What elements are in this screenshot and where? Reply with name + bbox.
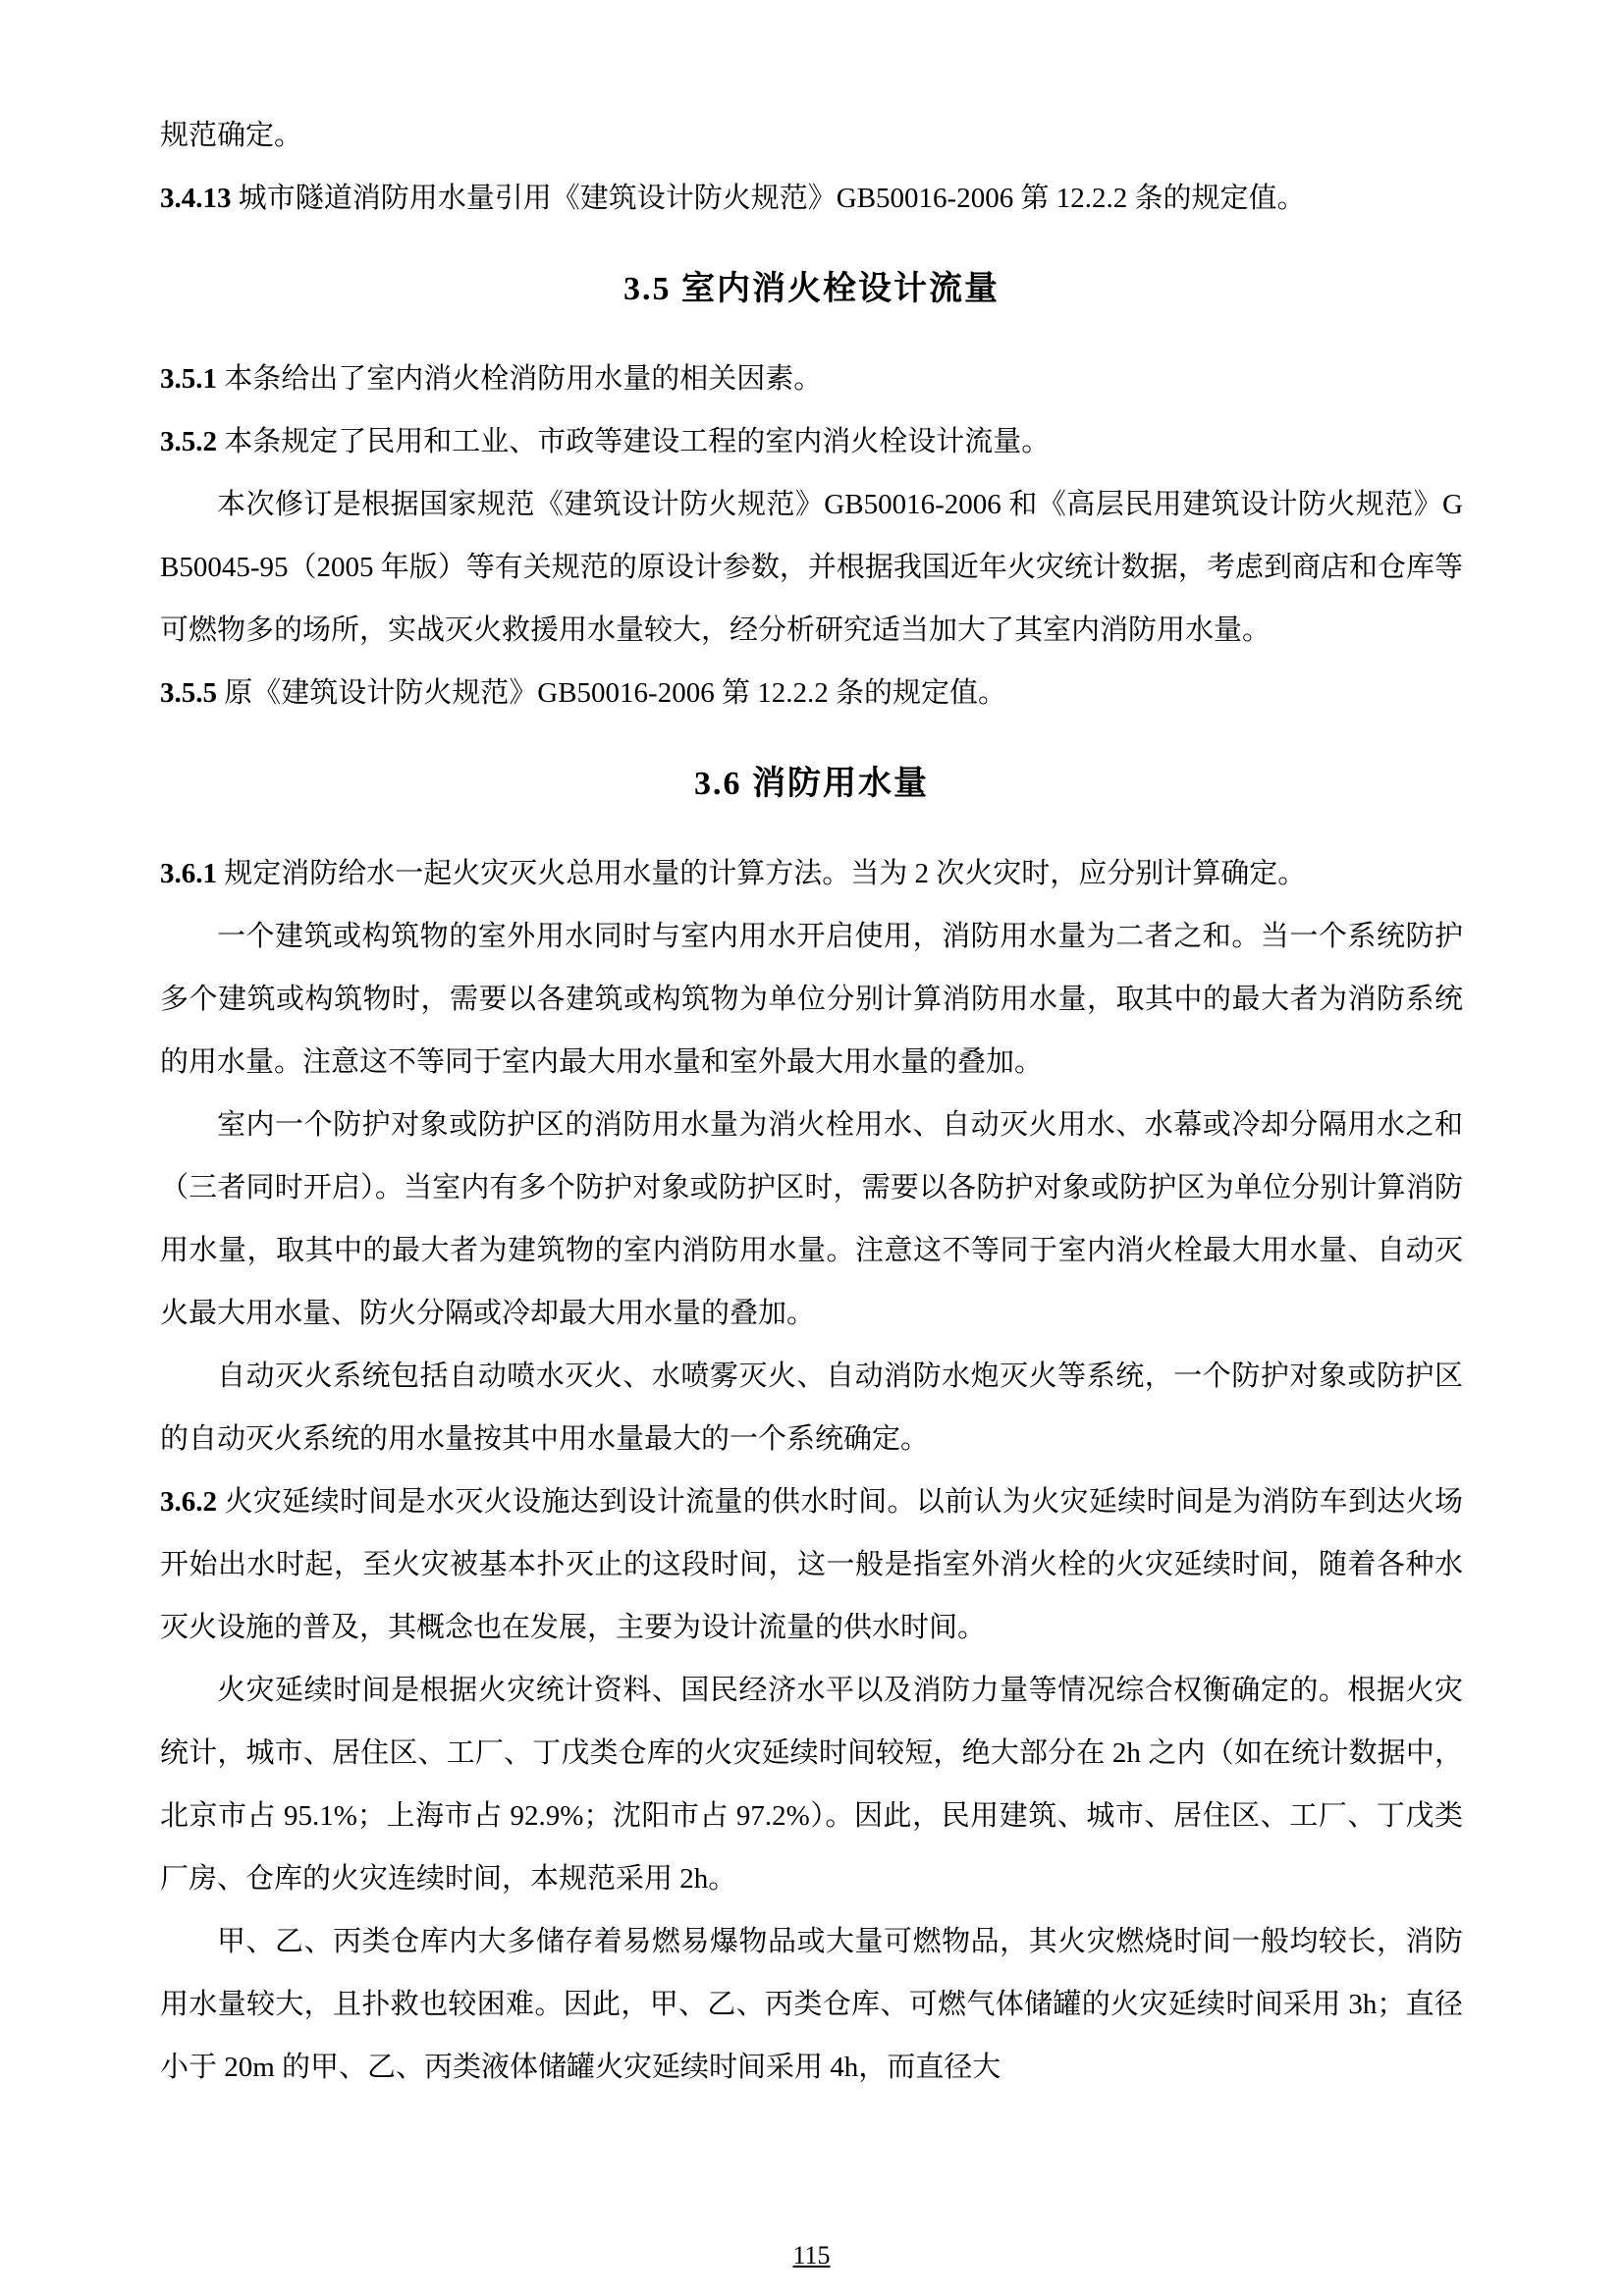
paragraph-fire-duration-stats	[160, 1659, 1463, 1910]
clause-number: 3.5.5	[160, 677, 217, 709]
clause-number: 3.4.13	[160, 183, 232, 214]
paragraph-text: 一个建筑或构筑物的室外用水同时与室内用水开启使用，消防用水量为二者之和。当一个系统防护多个建筑或构筑物时，需要以各建筑或构筑物为单位分别计算消防用水量，取其中的最大者为消防系统的用水量。注意这不等同于室内最大用水量和室外最大用水量的叠加。	[160, 921, 1463, 1078]
section-heading-3-5: 3.5 室内消火栓设计流量	[623, 271, 1000, 307]
clause-text: 原《建筑设计防火规范》GB50016-2006 第 12.2.2 条的规定值。	[224, 677, 1006, 709]
page-footer	[0, 2241, 1623, 2270]
clause-text: 城市隧道消防用水量引用《建筑设计防火规范》GB50016-2006 第 12.2.2 条的规定值。	[238, 183, 1306, 214]
paragraph-auto-extinguish	[160, 1345, 1463, 1470]
clause-number: 3.6.2	[160, 1486, 217, 1518]
clause-text: 火灾延续时间是水灭火设施达到设计流量的供水时间。以前认为火灾延续时间是为消防车到达火场开始出水时起，至火灾被基本扑灭止的这段时间，这一般是指室外消火栓的火灾延续时间，随着各种水灭火设施的普及，其概念也在发展，主要为设计流量的供水时间。	[160, 1486, 1463, 1643]
clause-number: 3.5.1	[160, 363, 217, 395]
paragraph-building-water	[160, 905, 1463, 1094]
clause-3-5-2	[160, 410, 1463, 473]
clause-3-5-5	[160, 662, 1463, 724]
paragraph-text: 本次修订是根据国家规范《建筑设计防火规范》GB50016-2006 和《高层民用建筑设计防火规范》GB50045-95（2005 年版）等有关规范的原设计参数，并根据我国近年火灾统计数据，考虑到商店和仓库等可燃物多的场所，实战灭火救援用水量较大，经分析研究适当加大了其室内消防用水量。	[160, 489, 1463, 646]
section-heading-3-6: 3.6 消防用水量	[694, 766, 929, 802]
paragraph-revision-note	[160, 473, 1463, 662]
clause-3-6-2	[160, 1470, 1463, 1659]
paragraph-warehouse-duration	[160, 1910, 1463, 2099]
clause-text: 本条规定了民用和工业、市政等建设工程的室内消火栓设计流量。	[224, 426, 1051, 457]
clause-3-5-1	[160, 347, 1463, 410]
paragraph-text: 室内一个防护对象或防护区的消防用水量为消火栓用水、自动灭火用水、水幕或冷却分隔用水之和（三者同时开启）。当室内有多个防护对象或防护区时，需要以各防护对象或防护区为单位分别计算消防用水量，取其中的最大者为建筑物的室内消防用水量。注意这不等同于室内消火栓最大用水量、自动灭火最大用水量、防火分隔或冷却最大用水量的叠加。	[160, 1109, 1463, 1329]
clause-number: 3.5.2	[160, 426, 217, 457]
paragraph-text: 甲、乙、丙类仓库内大多储存着易燃易爆物品或大量可燃物品，其火灾燃烧时间一般均较长，消防用水量较大，且扑救也较困难。因此，甲、乙、丙类仓库、可燃气体储罐的火灾延续时间采用 3h；直径小于 20m 的甲、乙、丙类液体储罐火灾延续时间采用 4h，而直径大	[160, 1926, 1463, 2083]
clause-text: 本条给出了室内消火栓消防用水量的相关因素。	[224, 363, 823, 395]
paragraph-text: 火灾延续时间是根据火灾统计资料、国民经济水平以及消防力量等情况综合权衡确定的。根据火灾统计，城市、居住区、工厂、丁戊类仓库的火灾延续时间较短，绝大部分在 2h 之内（如在统计数据中，北京市占 95.1%；上海市占 92.9%；沈阳市占 97.2%）。因此，民用建筑、城市、居住区、工厂、丁戊类厂房、仓库的火灾连续时间，本规范采用 2h。	[160, 1675, 1463, 1895]
clause-3-4-13	[160, 167, 1463, 230]
clause-number: 3.6.1	[160, 858, 217, 889]
paragraph-indoor-protection	[160, 1094, 1463, 1345]
clause-text: 规定消防给水一起火灾灭火总用水量的计算方法。当为 2 次火灾时，应分别计算确定。	[224, 858, 1307, 889]
paragraph-text: 自动灭火系统包括自动喷水灭火、水喷雾灭火、自动消防水炮灭火等系统，一个防护对象或防护区的自动灭火系统的用水量按其中用水量最大的一个系统确定。	[160, 1361, 1463, 1455]
page-number: 115	[792, 2241, 831, 2269]
clause-3-6-1	[160, 842, 1463, 905]
paragraph-text: 规范确定。	[160, 120, 303, 151]
paragraph-continuation	[160, 104, 1463, 167]
